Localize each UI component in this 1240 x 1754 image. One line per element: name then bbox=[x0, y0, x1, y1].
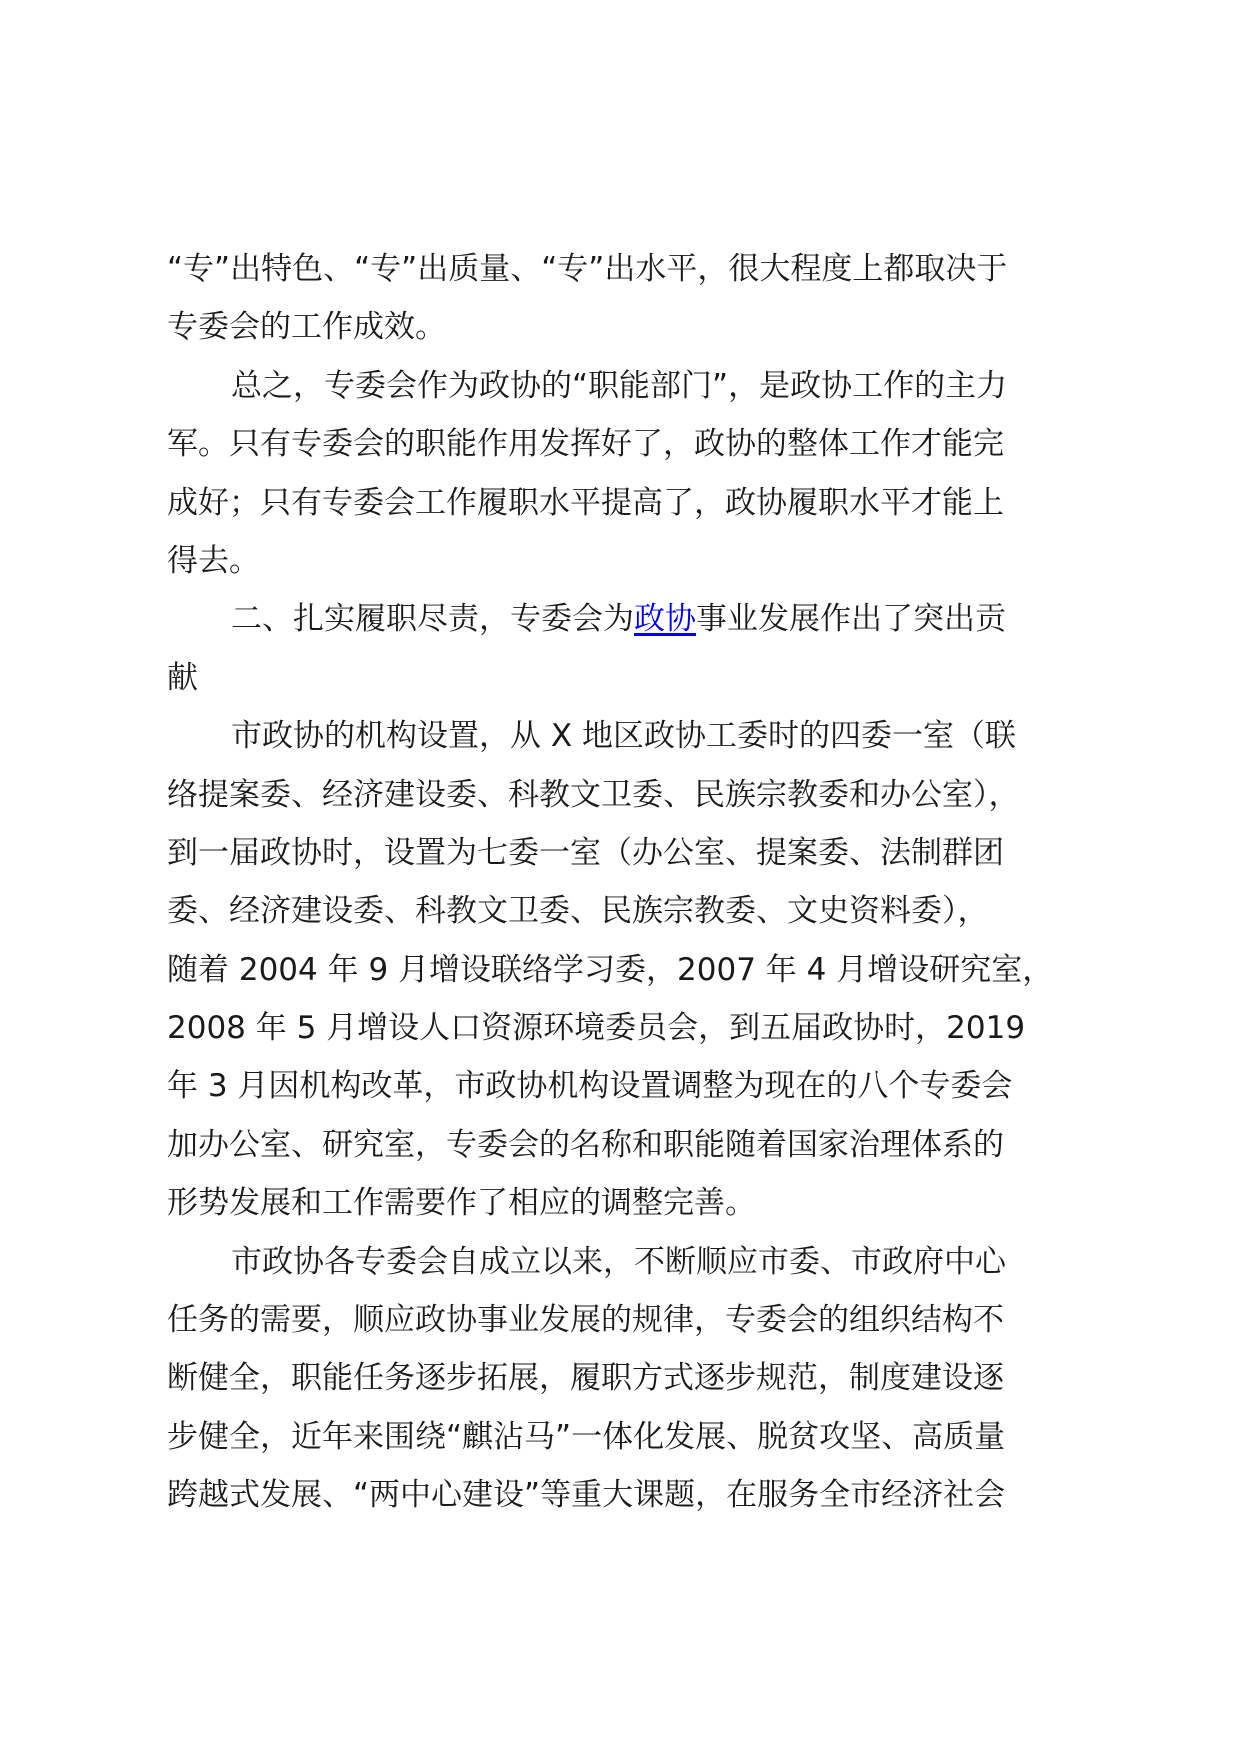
text-line: 成好；只有专委会工作履职水平提高了，政协履职水平才能上 bbox=[167, 484, 1004, 521]
text-line: 络提案委、经济建设委、科教文卫委、民族宗教委和办公室）， bbox=[167, 776, 1020, 813]
heading-text-before-link: 二、扎实履职尽责，专委会为 bbox=[231, 601, 634, 638]
text-line: 断健全，职能任务逐步拓展，履职方式逐步规范，制度建设逐 bbox=[167, 1360, 1004, 1397]
text-line: 任务的需要，顺应政协事业发展的规律，专委会的组织结构不 bbox=[167, 1302, 1004, 1339]
text-line: 年 3 月因机构改革，市政协机构设置调整为现在的八个专委会 bbox=[167, 1068, 1013, 1105]
text-line: “专”出特色、“专”出质量、“专”出水平，很大程度上都取决于 bbox=[167, 251, 1008, 287]
text-line: 到一届政协时，设置为七委一室（办公室、提案委、法制群团 bbox=[167, 834, 1004, 871]
heading-text-after-link: 事业发展作出了突出贡 bbox=[696, 601, 1006, 638]
paragraph-start-line: 市政协各专委会自成立以来，不断顺应市委、市政府中心 bbox=[231, 1243, 1006, 1280]
section-heading-line bbox=[167, 590, 1097, 648]
document-body bbox=[167, 240, 1097, 1525]
text-line: 跨越式发展、“两中心建设”等重大课题，在服务全市经济社会 bbox=[167, 1477, 1006, 1514]
text-line: 2008 年 5 月增设人口资源环境委员会，到五届政协时，2019 bbox=[167, 1010, 1026, 1047]
section-heading-line: 献 bbox=[167, 659, 198, 696]
text-line: 随着 2004 年 9 月增设联络学习委，2007 年 4 月增设研究室， bbox=[167, 951, 1054, 988]
text-line: 步健全，近年来围绕“麒沾马”一体化发展、脱贫攻坚、高质量 bbox=[167, 1418, 1006, 1455]
paragraph-start-line: 市政协的机构设置，从 X 地区政协工委时的四委一室（联 bbox=[231, 718, 1016, 755]
zhengxie-link[interactable]: 政协 bbox=[634, 601, 696, 638]
text-line: 得去。 bbox=[167, 542, 260, 579]
text-line: 军。只有专委会的职能作用发挥好了，政协的整体工作才能完 bbox=[167, 426, 1004, 463]
paragraph-start-line: 总之，专委会作为政协的“职能部门”，是政协工作的主力 bbox=[231, 367, 1008, 404]
text-line: 专委会的工作成效。 bbox=[167, 309, 446, 346]
text-line: 委、经济建设委、科教文卫委、民族宗教委、文史资料委）， bbox=[167, 893, 989, 930]
text-line: 加办公室、研究室，专委会的名称和职能随着国家治理体系的 bbox=[167, 1126, 1004, 1163]
text-line: 形势发展和工作需要作了相应的调整完善。 bbox=[167, 1185, 756, 1222]
